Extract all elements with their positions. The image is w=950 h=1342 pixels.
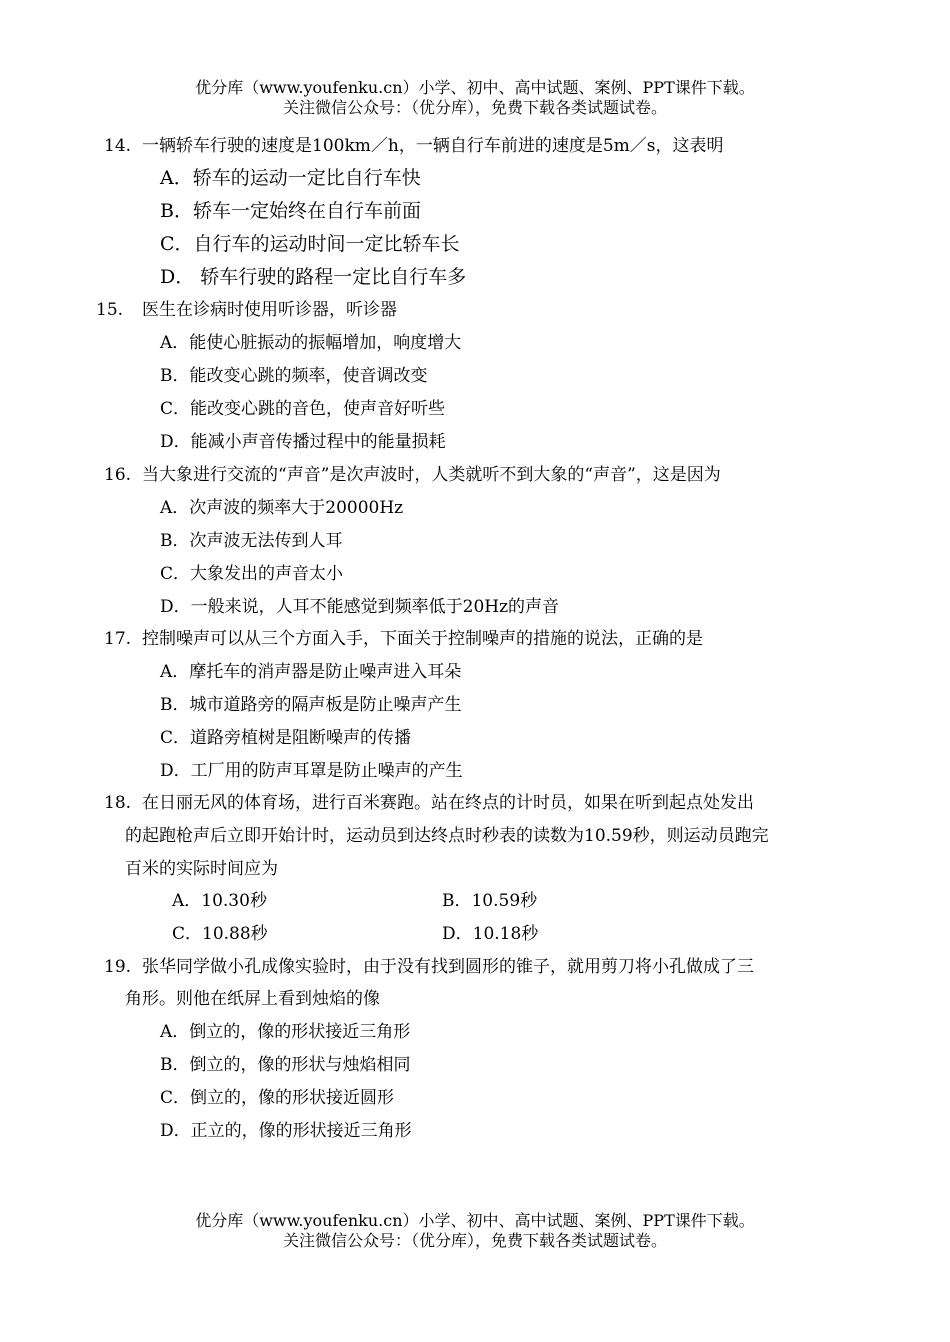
header-line-1: 优分库（www.youfenku.cn）小学、初中、高中试题、案例、PPT课件下载。 bbox=[195, 78, 755, 97]
question-19-option-a: A．倒立的，像的形状接近三角形 bbox=[160, 1022, 411, 1042]
question-number: 18. bbox=[104, 793, 132, 813]
question-text: 控制噪声可以从三个方面入手，下面关于控制噪声的措施的说法，正确的是 bbox=[142, 629, 703, 649]
question-17-option-c: C．道路旁植树是阻断噪声的传播 bbox=[160, 728, 412, 748]
question-number: 14. bbox=[104, 136, 132, 156]
question-text: 当大象进行交流的“声音”是次声波时，人类就听不到大象的“声音”，这是因为 bbox=[142, 465, 721, 485]
question-14-option-b: B．轿车一定始终在自行车前面 bbox=[160, 200, 421, 222]
question-15-option-d: D．能减小声音传播过程中的能量损耗 bbox=[160, 432, 446, 452]
question-16-stem bbox=[104, 463, 721, 487]
question-18-option-c: C．10.88秒 bbox=[172, 924, 268, 944]
question-16-option-b: B．次声波无法传到人耳 bbox=[160, 531, 343, 551]
question-text-line-1: 张华同学做小孔成像实验时，由于没有找到圆形的锥子，就用剪刀将小孔做成了三 bbox=[142, 957, 754, 977]
question-17-option-a: A．摩托车的消声器是防止噪声进入耳朵 bbox=[160, 662, 462, 682]
question-number: 19. bbox=[104, 957, 132, 977]
question-text: 一辆轿车行驶的速度是100km／h，一辆自行车前进的速度是5m／s，这表明 bbox=[142, 136, 724, 156]
question-17-stem bbox=[104, 627, 703, 651]
question-14-option-c: C．自行车的运动时间一定比轿车长 bbox=[160, 233, 460, 255]
question-14-option-d: D． 轿车行驶的路程一定比自行车多 bbox=[160, 266, 467, 288]
question-16-option-d: D．一般来说，人耳不能感觉到频率低于20Hz的声音 bbox=[160, 597, 560, 617]
question-19-option-d: D．正立的，像的形状接近三角形 bbox=[160, 1121, 412, 1141]
question-number: 15. bbox=[96, 300, 124, 320]
question-18-option-d: D．10.18秒 bbox=[442, 924, 539, 944]
question-15-option-c: C．能改变心跳的音色，使声音好听些 bbox=[160, 399, 446, 419]
question-16-option-c: C．大象发出的声音太小 bbox=[160, 564, 344, 584]
question-19-stem bbox=[104, 955, 754, 979]
question-number: 17. bbox=[104, 629, 132, 649]
question-text-line-1: 在日丽无风的体育场，进行百米赛跑。站在终点的计时员，如果在听到起点处发出 bbox=[142, 793, 754, 813]
question-19-option-c: C．倒立的，像的形状接近圆形 bbox=[160, 1088, 395, 1108]
question-19-option-b: B．倒立的，像的形状与烛焰相同 bbox=[160, 1055, 411, 1075]
question-18-stem-line-2: 的起跑枪声后立即开始计时，运动员到达终点时秒表的读数为10.59秒，则运动员跑完 bbox=[125, 826, 769, 846]
question-16-option-a: A．次声波的频率大于20000Hz bbox=[160, 498, 404, 518]
question-18-stem bbox=[104, 791, 754, 815]
question-number: 16. bbox=[104, 465, 132, 485]
question-14-option-a: A．轿车的运动一定比自行车快 bbox=[160, 167, 421, 189]
question-18-stem-line-3: 百米的实际时间应为 bbox=[125, 859, 278, 879]
question-19-stem-line-2: 角形。则他在纸屏上看到烛焰的像 bbox=[125, 989, 380, 1009]
question-15-option-b: B．能改变心跳的频率，使音调改变 bbox=[160, 366, 428, 386]
question-15-option-a: A．能使心脏振动的振幅增加，响度增大 bbox=[160, 333, 462, 353]
header-line-2: 关注微信公众号：（优分库），免费下载各类试题试卷。 bbox=[282, 98, 667, 117]
question-15-stem bbox=[96, 298, 397, 322]
question-18-option-a: A．10.30秒 bbox=[172, 891, 267, 911]
question-17-option-d: D．工厂用的防声耳罩是防止噪声的产生 bbox=[160, 761, 463, 781]
footer-line-2: 关注微信公众号：（优分库），免费下载各类试题试卷。 bbox=[282, 1231, 667, 1250]
question-14-stem bbox=[104, 134, 723, 158]
question-17-option-b: B．城市道路旁的隔声板是防止噪声产生 bbox=[160, 695, 462, 715]
question-18-option-b: B．10.59秒 bbox=[442, 891, 538, 911]
question-text: 医生在诊病时使用听诊器，听诊器 bbox=[142, 300, 397, 320]
footer-line-1: 优分库（www.youfenku.cn）小学、初中、高中试题、案例、PPT课件下载。 bbox=[195, 1211, 755, 1230]
